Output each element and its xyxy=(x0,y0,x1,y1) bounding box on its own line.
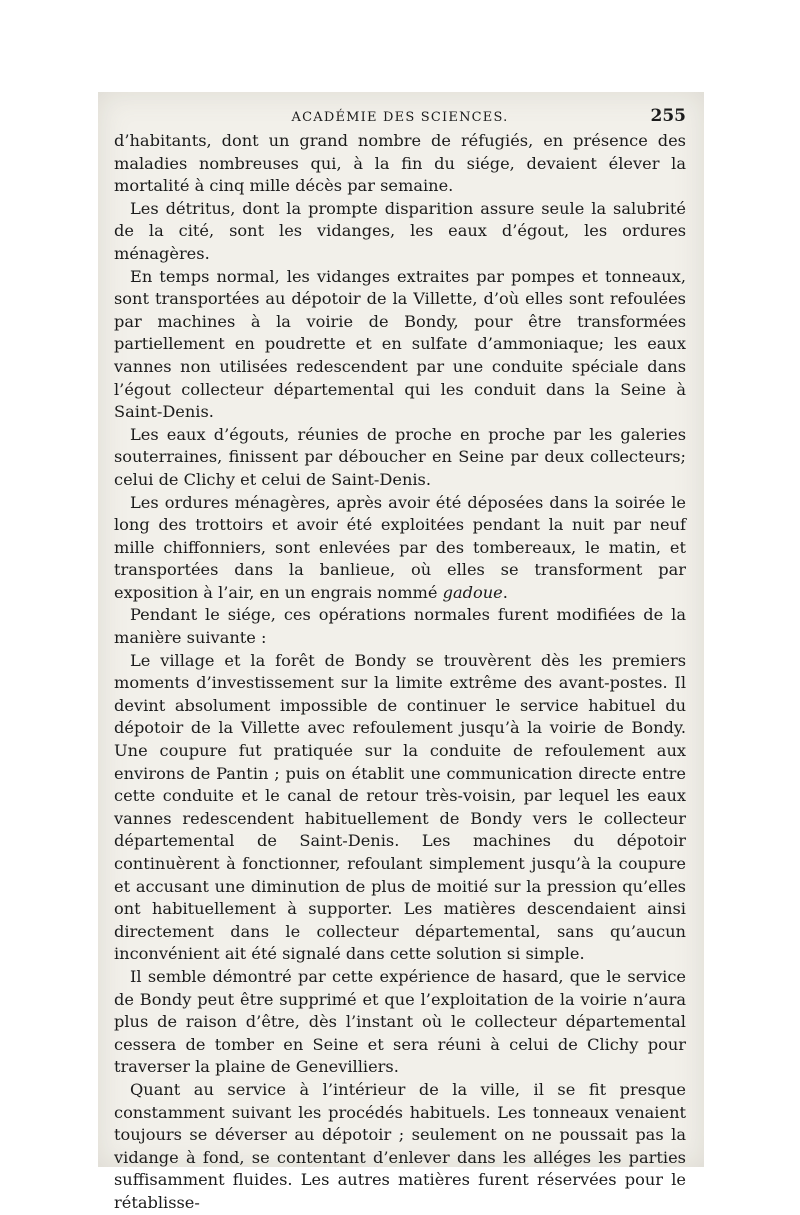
paragraph: Les détritus, dont la prompte disparition assure seule la salubrité de la cité, sont les vidanges, les eaux d’égout, les ordures ménagères. xyxy=(114,198,686,263)
paragraph: Il semble démontré par cette expérience de hasard, que le service de Bondy peut être supprimé et que l’exploitation de la voirie n’aura plus de raison d’être, dès l’instant où le collecteur départemental cessera de tomber en Seine et sera réuni à celui de Clichy pour traverser la plaine de Genevilliers. xyxy=(114,966,686,1077)
italic-term-tail: . xyxy=(502,582,508,602)
paragraph: Quant au service à l’intérieur de la ville, il se fit presque constamment suivant les procédés habituels. Les tonneaux venaient toujours se déverser au dépotoir ; seulement on ne poussait pas la vidange à fond, se contentant d’enlever dans les alléges les parties suffisamment fluides. Les autres matières furent réservées pour le rétablisse- xyxy=(114,1079,686,1212)
paragraph-continuation: d’habitants, dont un grand nombre de réfugiés, en présence des maladies nombreuses qui, à la fin du siége, devaient élever la mortalité à cinq mille décès par semaine. xyxy=(114,131,686,196)
italic-term: gadoue xyxy=(442,582,503,602)
paragraph: Pendant le siége, ces opérations normales furent modifiées de la manière suivante : xyxy=(114,605,686,648)
running-title: ACADÉMIE DES SCIENCES. xyxy=(291,110,509,125)
body-text xyxy=(114,130,686,1215)
paragraph-text: Les ordures ménagères, après avoir été déposées dans la soirée le long des trottoirs et avoir été exploitées pendant la nuit par neuf mille chiffonniers, sont enlevées par des tombereaux, le matin, et transportées dans la banlieue, où elles se transforment par exposition à l’air, en un engrais nommé xyxy=(114,492,686,602)
paragraph: Les eaux d’égouts, réunies de proche en proche par les galeries souterraines, finissent par déboucher en Seine par deux collecteurs; celui de Clichy et celui de Saint-Denis. xyxy=(114,424,686,489)
running-header xyxy=(114,102,686,130)
paragraph-with-term xyxy=(114,492,686,605)
page-number: 255 xyxy=(650,106,686,126)
paragraph: En temps normal, les vidanges extraites par pompes et tonneaux, sont transportées au dépotoir de la Villette, d’où elles sont refoulées par machines à la voirie de Bondy, pour être transformées partiellement en poudrette et en sulfate d’ammoniaque; les eaux vannes non utilisées redescendent par une conduite spéciale dans l’égout collecteur départemental qui les conduit dans la Seine à Saint-Denis. xyxy=(114,266,686,422)
paragraph: Le village et la forêt de Bondy se trouvèrent dès les premiers moments d’investissement sur la limite extrême des avant-postes. Il devint absolument impossible de continuer le service habituel du dépotoir de la Villette avec refoulement jusqu’à la voirie de Bondy. Une coupure fut pratiquée sur la conduite de refoulement aux environs de Pantin ; puis on établit une communication directe entre cette conduite et le canal de retour très-voisin, par lequel les eaux vannes redescendent habituellement de Bondy vers le collecteur départemental de Saint-Denis. Les machines du dépotoir continuèrent à fonctionner, refoulant simplement jusqu’à la coupure et accusant une diminution de plus de moitié sur la pression qu’elles ont habituellement à supporter. Les matières descendaient ainsi directement dans le collecteur départemental, sans qu’aucun inconvénient ait été signalé dans cette solution si simple. xyxy=(114,650,686,964)
document-page xyxy=(114,102,686,1215)
